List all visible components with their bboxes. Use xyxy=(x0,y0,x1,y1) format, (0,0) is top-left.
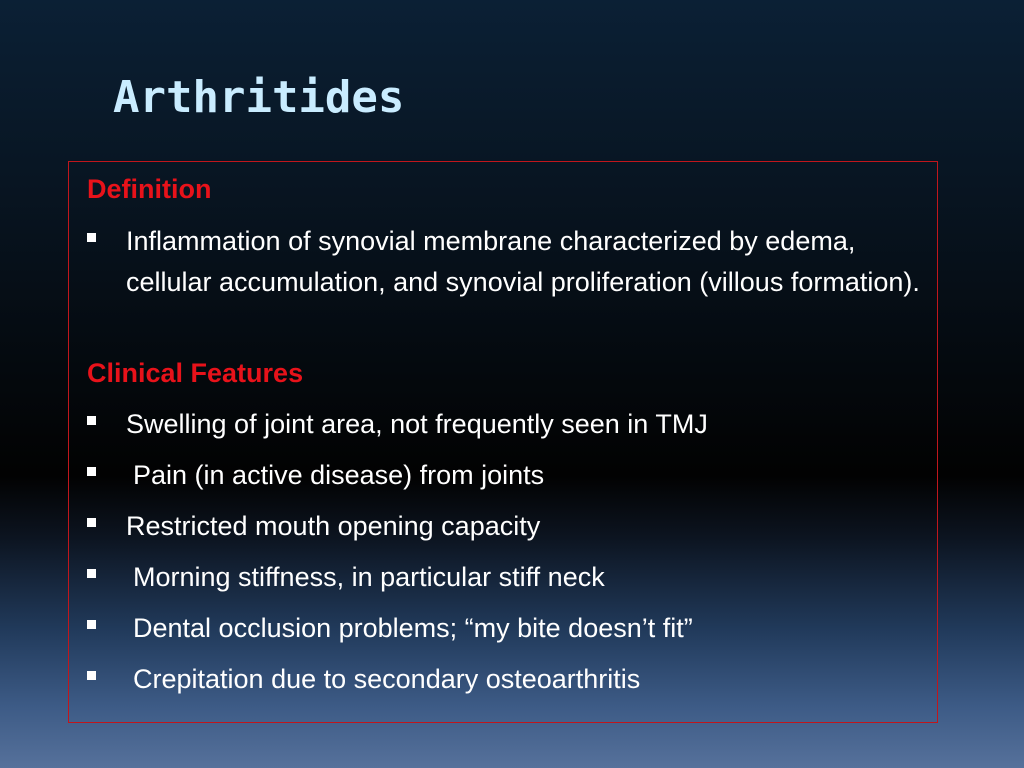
bullet-text: Pain (in active disease) from joints xyxy=(133,460,545,490)
bullet-text: Crepitation due to secondary osteoarthritis xyxy=(133,664,641,694)
clinical-feature-bullet xyxy=(87,608,927,649)
bullet-text: Dental occlusion problems; “my bite doesn’t fit” xyxy=(133,613,693,643)
square-bullet-icon xyxy=(87,620,96,629)
clinical-feature-bullet xyxy=(87,506,927,547)
definition-bullet xyxy=(87,221,927,345)
square-bullet-icon xyxy=(87,467,96,476)
bullet-text: Restricted mouth opening capacity xyxy=(126,511,541,541)
square-bullet-icon xyxy=(87,233,96,242)
clinical-feature-bullet xyxy=(87,659,927,700)
clinical-feature-bullet xyxy=(87,455,927,496)
content-box xyxy=(68,161,938,723)
square-bullet-icon xyxy=(87,518,96,527)
square-bullet-icon xyxy=(87,569,96,578)
bullet-text: Morning stiffness, in particular stiff neck xyxy=(133,562,605,592)
definition-heading: Definition xyxy=(87,174,212,204)
slide-title: Arthritides xyxy=(113,72,405,123)
square-bullet-icon xyxy=(87,671,96,680)
clinical-feature-bullet xyxy=(87,404,927,445)
bullet-text: Inflammation of synovial membrane characterized by edema, cellular accumulation, and synovial proliferation (villous formation). xyxy=(126,226,920,297)
clinical-features-heading: Clinical Features xyxy=(87,358,304,388)
clinical-feature-bullet xyxy=(87,557,927,598)
bullet-text: Swelling of joint area, not frequently seen in TMJ xyxy=(126,409,708,439)
square-bullet-icon xyxy=(87,416,96,425)
